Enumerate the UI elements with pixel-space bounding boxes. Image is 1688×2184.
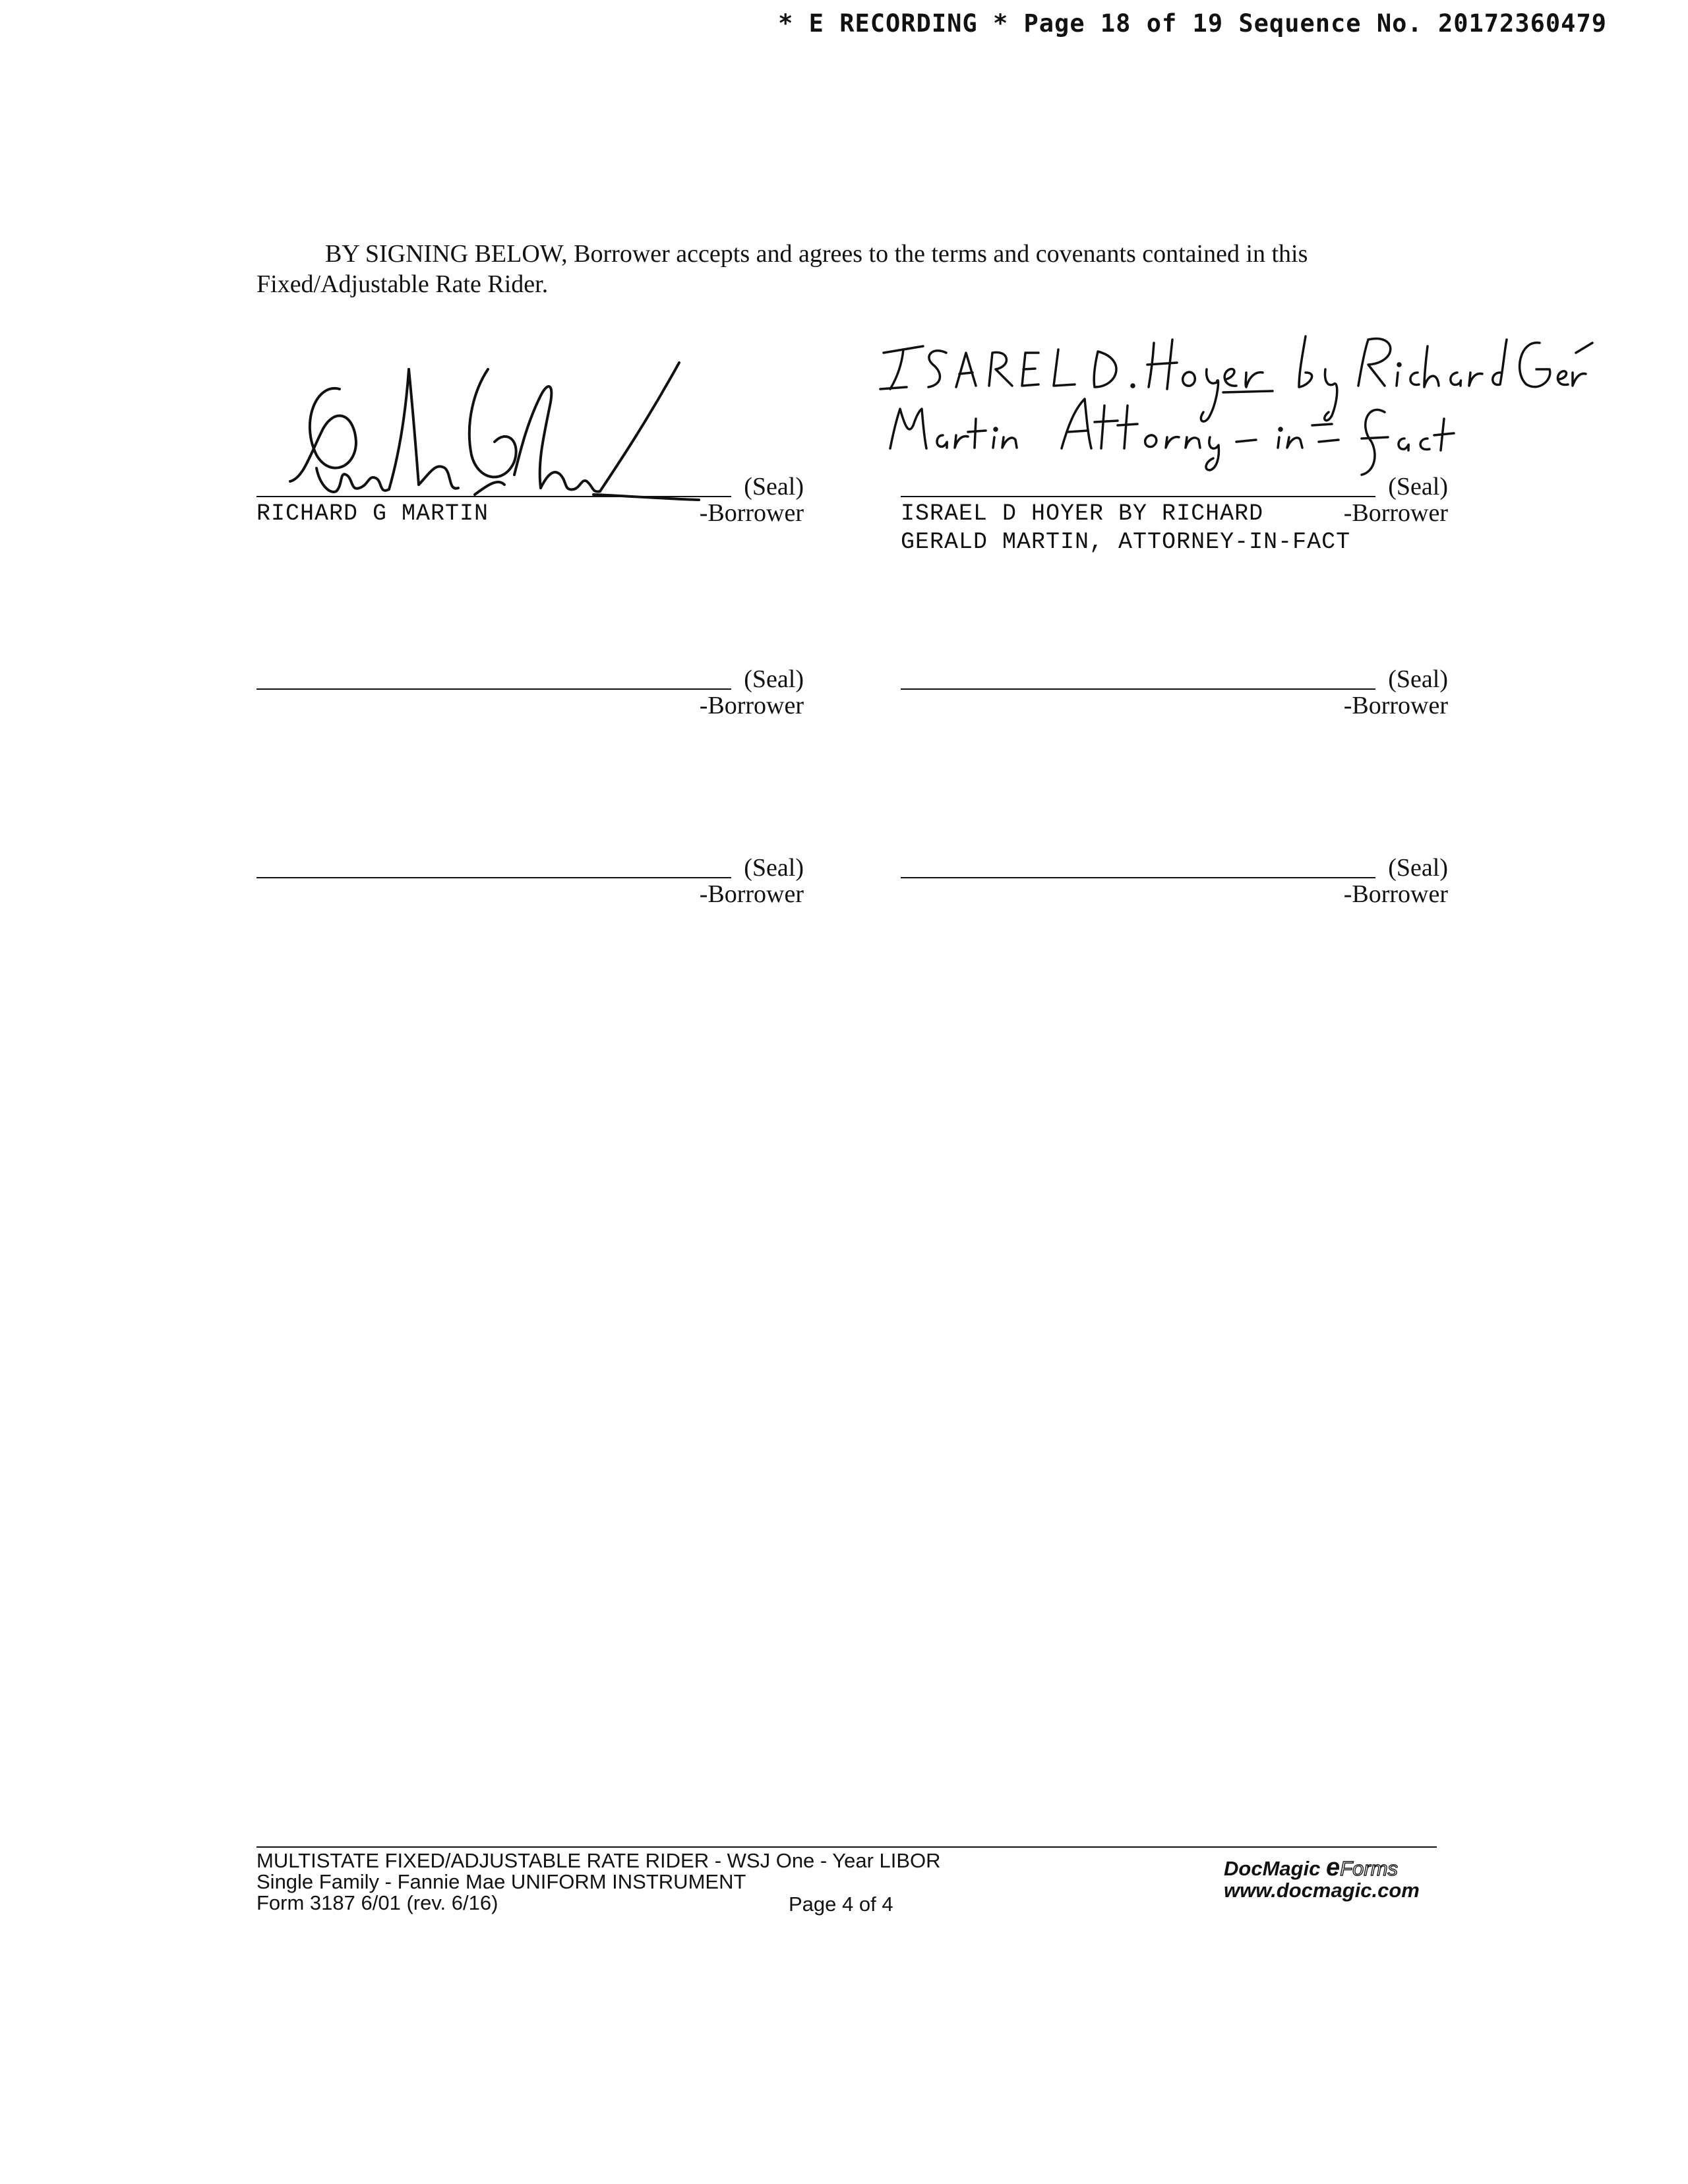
signature-block-4 bbox=[901, 662, 1448, 719]
signature-block-1 bbox=[256, 470, 804, 527]
signature-block-6 bbox=[901, 851, 1448, 908]
signature-line bbox=[256, 688, 731, 690]
footer-brand bbox=[1224, 1854, 1441, 1902]
signature-line bbox=[901, 496, 1375, 497]
footer-form-number: Form 3187 6/01 (rev. 6/16) bbox=[256, 1891, 498, 1914]
signature-israel-d-hoyer-attorney-in-fact bbox=[877, 326, 1596, 458]
borrower-role-label: -Borrower bbox=[699, 499, 804, 527]
signature-line-row bbox=[256, 662, 804, 694]
seal-label: (Seal) bbox=[744, 854, 804, 882]
signature-line bbox=[901, 688, 1375, 690]
seal-label: (Seal) bbox=[744, 473, 804, 501]
signature-block-5 bbox=[256, 851, 804, 908]
footer-form-title: MULTISTATE FIXED/ADJUSTABLE RATE RIDER - WSJ One - Year LIBOR bbox=[256, 1849, 941, 1872]
borrower-role-label: -Borrower bbox=[1343, 880, 1448, 908]
signature-block-3 bbox=[256, 662, 804, 719]
footer-divider bbox=[256, 1846, 1437, 1848]
borrower-name: RICHARD G MARTIN bbox=[256, 501, 489, 527]
recording-stamp: * E RECORDING * Page 18 of 19 Sequence No. 20172360479 bbox=[778, 9, 1607, 38]
intro-paragraph bbox=[256, 239, 1443, 299]
borrower-name-line-1: ISRAEL D HOYER BY RICHARD bbox=[901, 501, 1264, 527]
brand-name: DocMagic bbox=[1224, 1857, 1321, 1880]
docmagic-logo bbox=[1224, 1854, 1441, 1881]
signature-line-row bbox=[901, 662, 1448, 694]
footer-form-info bbox=[256, 1850, 1048, 1914]
signature-block-2 bbox=[901, 470, 1448, 555]
borrower-role-label: -Borrower bbox=[699, 692, 804, 719]
borrower-role-label: -Borrower bbox=[699, 880, 804, 908]
signature-line-row bbox=[901, 470, 1448, 501]
seal-label: (Seal) bbox=[1388, 665, 1448, 693]
intro-text: BY SIGNING BELOW, Borrower accepts and agrees to the terms and covenants contained in this Fixed/Adjustable Rate Rider. bbox=[256, 240, 1308, 298]
seal-label: (Seal) bbox=[1388, 854, 1448, 882]
seal-label: (Seal) bbox=[1388, 473, 1448, 501]
borrower-role-label: -Borrower bbox=[1343, 692, 1448, 719]
brand-e: e bbox=[1326, 1854, 1341, 1881]
signature-line bbox=[256, 496, 731, 497]
borrower-name-line-2: GERALD MARTIN, ATTORNEY-IN-FACT bbox=[901, 529, 1351, 555]
signature-line bbox=[256, 877, 731, 878]
brand-forms: Forms bbox=[1340, 1857, 1399, 1880]
footer-form-subtitle: Single Family - Fannie Mae UNIFORM INSTRUMENT bbox=[256, 1870, 746, 1893]
seal-label: (Seal) bbox=[744, 665, 804, 693]
borrower-role-label: -Borrower bbox=[1343, 499, 1448, 527]
signature-line-row bbox=[256, 470, 804, 501]
signature-line-row bbox=[901, 851, 1448, 882]
signature-line-row bbox=[256, 851, 804, 882]
signature-line bbox=[901, 877, 1375, 878]
brand-url: www.docmagic.com bbox=[1224, 1879, 1420, 1902]
footer-page-number: Page 4 of 4 bbox=[789, 1893, 893, 1916]
